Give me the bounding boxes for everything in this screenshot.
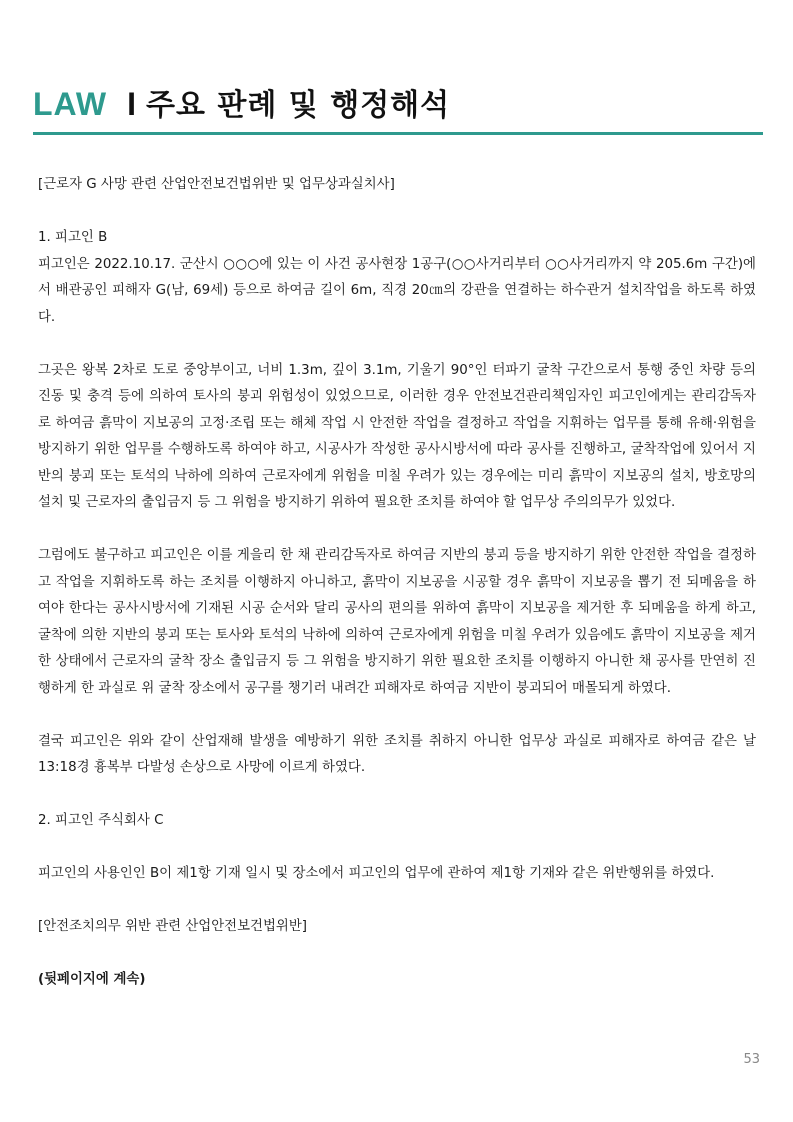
case-heading: [근로자 G 사망 관련 산업안전보건법위반 및 업무상과실치사] [38, 177, 395, 192]
paragraph-5: 피고인의 사용인인 B이 제1항 기재 일시 및 장소에서 피고인의 업무에 관하여 제1항 기재와 같은 위반행위를 하였다. [38, 866, 715, 881]
continued-note: (뒷페이지에 계속) [38, 972, 146, 987]
document-body [38, 172, 756, 994]
paragraph-4: 결국 피고인은 위와 같이 산업재해 발생을 예방하기 위한 조치를 취하지 아니한 업무상 과실로 피해자로 하여금 같은 날 13:18경 흉복부 다발성 손상으로 사망에 이르게 하였다. [38, 733, 756, 775]
header-rule [33, 132, 763, 135]
case-heading-2: [안전조치의무 위반 관련 산업안전보건법위반] [38, 919, 307, 934]
law-brand: LAW [33, 86, 108, 122]
header-separator: I [127, 86, 136, 122]
header-title-row [33, 80, 763, 132]
paragraph-3: 그럼에도 불구하고 피고인은 이를 게을리 한 채 관리감독자로 하여금 지반의 붕괴 등을 방지하기 위한 안전한 작업을 결정하고 작업을 지휘하도록 하는 조치를 이행하지 아니하고, 흙막이 지보공을 시공할 경우 흙막이 지보공을 뽑기 전 되메움을 하여야 한다는 공사시방서에 기재된 시공 순서와 달리 공사의 편의를 위하여 흙막이 지보공을 제거한 후 되메움을 하게 하고, 굴착에 의한 지반의 붕괴 또는 토사와 토석의 낙하에 의하여 근로자에게 위험을 미칠 우려가 있음에도 흙막이 지보공을 제거한 상태에서 근로자의 굴착 장소 출입금지 등 그 위험을 방지하기 위한 필요한 조치를 이행하지 아니한 채 공사를 만연히 진행하게 한 과실로 위 굴착 장소에서 공구를 챙기러 내려간 피해자로 하여금 지반이 붕괴되어 매몰되게 하였다. [38, 548, 756, 696]
section-heading-2: 2. 피고인 주식회사 C [38, 813, 164, 828]
paragraph-2: 그곳은 왕복 2차로 도로 중앙부이고, 너비 1.3m, 깊이 3.1m, 기울기 90°인 터파기 굴착 구간으로서 통행 중인 차량 등의 진동 및 충격 등에 의하여 토사의 붕괴 위험성이 있었으므로, 이러한 경우 안전보건관리책임자인 피고인에게는 관리감독자로 하여금 흙막이 지보공의 고정·조립 또는 해체 작업 시 안전한 작업을 결정하고 작업을 지휘하는 업무를 통해 유해·위험을 방지하기 위한 업무를 수행하도록 하여야 하고, 시공사가 작성한 공사시방서에 따라 공사를 진행하고, 굴착작업에 있어서 지반의 붕괴 또는 토석의 낙하에 의하여 근로자에게 위험을 미칠 우려가 있는 경우에는 미리 흙막이 지보공의 설치, 방호망의 설치 및 근로자의 출입금지 등 그 위험을 방지하기 위하여 필요한 조치를 하여야 할 업무상 주의의무가 있었다. [38, 362, 756, 510]
section-heading-1: 1. 피고인 B [38, 230, 108, 245]
page-number: 53 [743, 1052, 760, 1067]
page-title: 주요 판례 및 행정해석 [145, 88, 451, 123]
page-header [33, 80, 763, 135]
paragraph-1: 피고인은 2022.10.17. 군산시 ○○○에 있는 이 사건 공사현장 1공구(○○사거리부터 ○○사거리까지 약 205.6m 구간)에서 배관공인 피해자 G(남, 69세) 등으로 하여금 길이 6m, 직경 20㎝의 강관을 연결하는 하수관거 설치작업을 하도록 하였다. [38, 256, 756, 325]
